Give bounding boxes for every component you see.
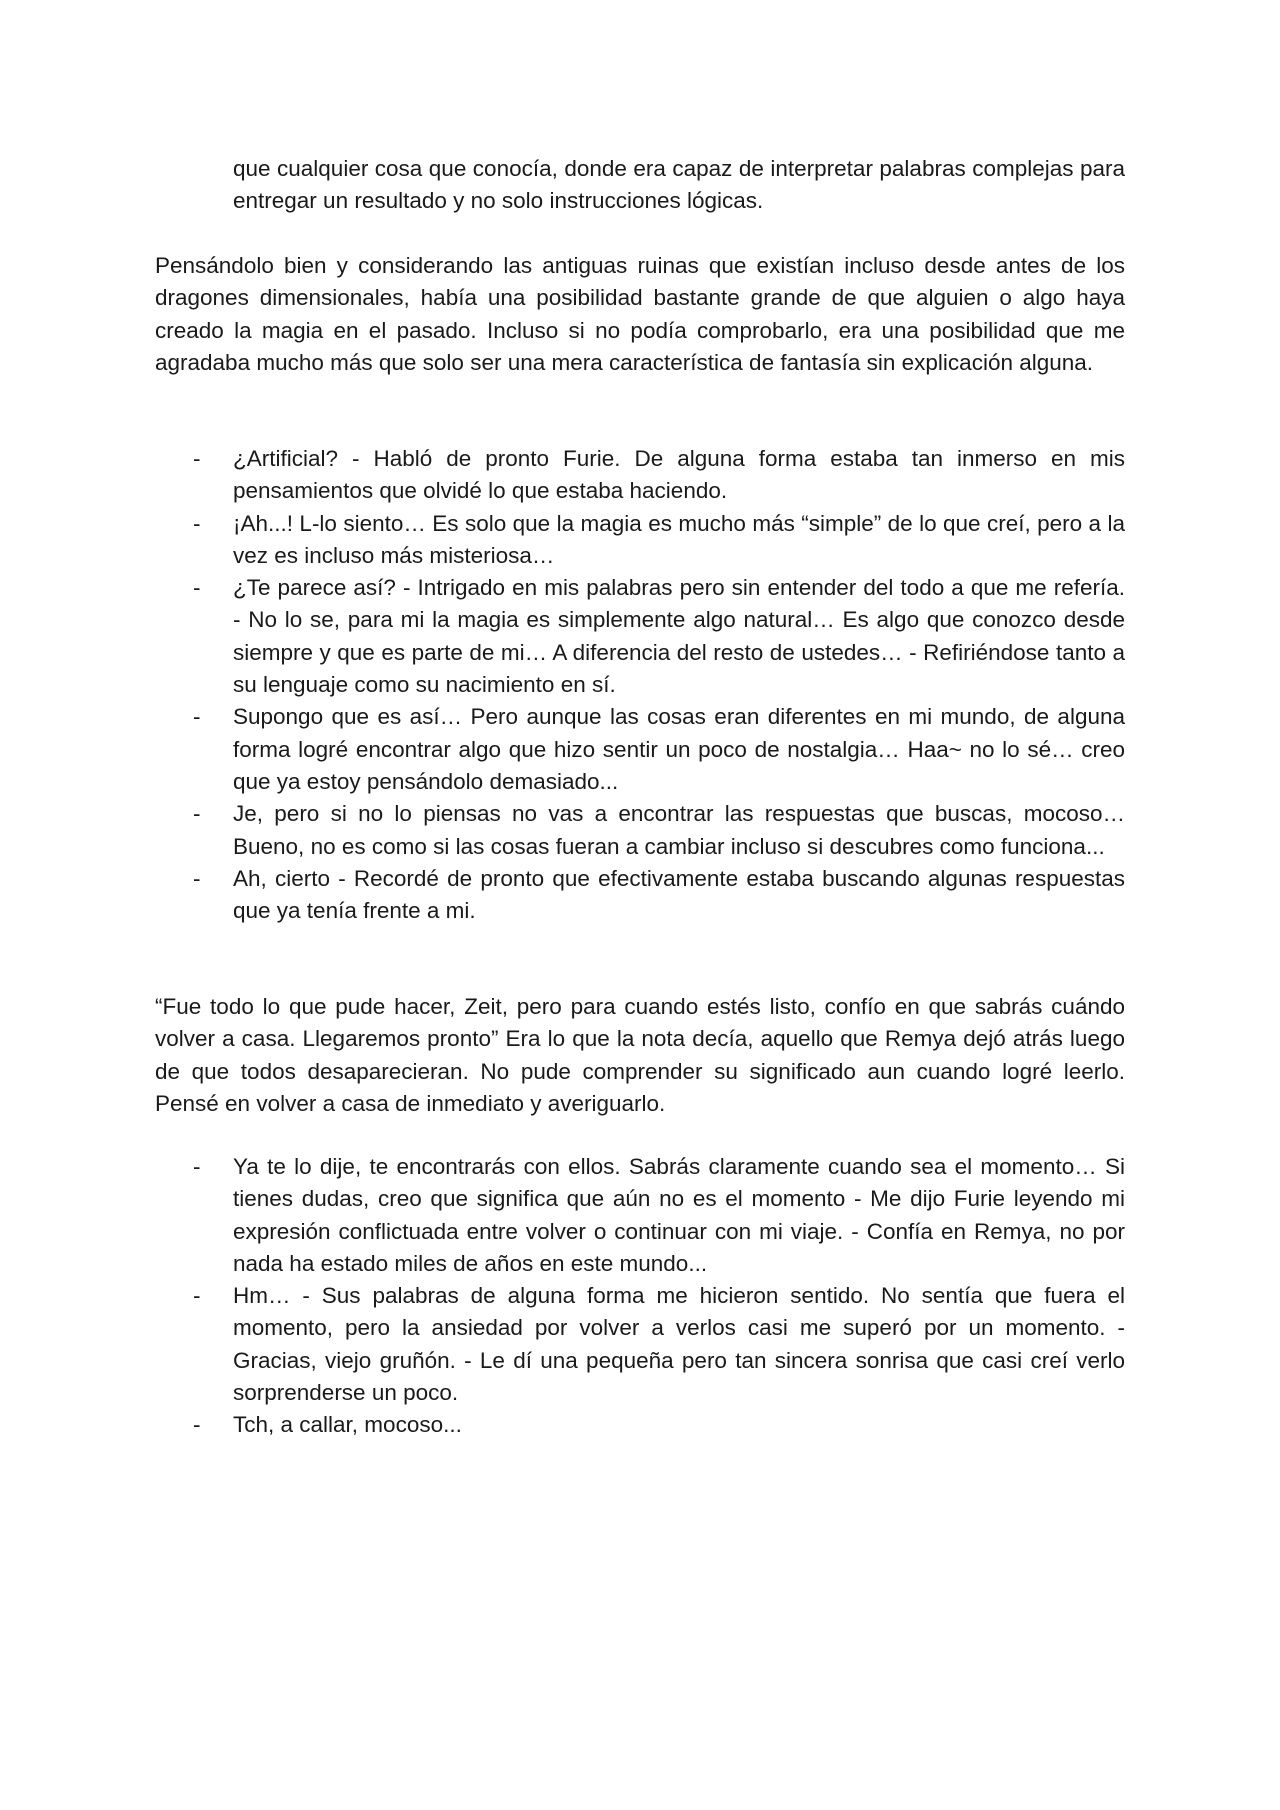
dialogue-dash: - <box>193 575 201 601</box>
dialogue-dash: - <box>193 1154 201 1179</box>
dialogue-text: Supongo que es así… Pero aunque las cosas eran diferentes en mi mundo, de alguna forma logré encontrar algo que hizo sentir un poco de nostalgia… Haa~ no lo sé… creo que ya estoy pensándolo demasiado... <box>233 704 1125 794</box>
dialogue-dash: - <box>193 704 201 730</box>
dialogue-text: ¡Ah...! L-lo siento… Es solo que la magia es mucho más “simple” de lo que creí, pero a la vez es incluso más misteriosa… <box>233 510 1125 568</box>
dialogue-text: ¿Artificial? - Habló de pronto Furie. De alguna forma estaba tan inmerso en mis pensamientos que olvidé lo que estaba haciendo. <box>233 446 1125 504</box>
note-paragraph: “Fue todo lo que pude hacer, Zeit, pero para cuando estés listo, confío en que sabrás cuándo volver a casa. Llegaremos pronto” Era lo que la nota decía, aquello que Remya dejó atrás luego de que todos desaparecieran. No pude comprender su significado aun cuando logré leerlo. Pensé en volver a casa de inmediato y averiguarlo. <box>155 994 1125 1116</box>
dialogue-line <box>155 572 1125 701</box>
dialogue-line <box>155 863 1125 928</box>
dialogue-dash: - <box>193 1283 201 1309</box>
dialogue-text: Ya te lo dije, te encontrarás con ellos. Sabrás claramente cuando sea el momento… Si tienes dudas, creo que significa que aún no es el momento - Me dijo Furie leyendo mi expresión conflictuada entre volver o continuar con mi viaje. - Confía en Remya, no por nada ha estado miles de años en este mundo... <box>233 1154 1125 1276</box>
dialogue-line <box>155 1280 1125 1409</box>
dialogue-dash: - <box>193 446 201 471</box>
narrative-paragraph: Pensándolo bien y considerando las antiguas ruinas que existían incluso desde antes de los dragones dimensionales, había una posibilidad bastante grande de que alguien o algo haya creado la magia en el pasado. Incluso si no podía comprobarlo, era una posibilidad que me agradaba mucho más que solo ser una mera característica de fantasía sin explicación alguna. <box>155 253 1125 375</box>
dialogue-line <box>155 701 1125 798</box>
dialogue-line <box>155 508 1125 573</box>
dialogue-dash: - <box>193 510 201 536</box>
dialogue-dash: - <box>193 865 201 891</box>
dialogue-text: Je, pero si no lo piensas no vas a encontrar las respuestas que buscas, mocoso… Bueno, no es como si las cosas fueran a cambiar incluso si descubres como funciona... <box>233 801 1125 859</box>
dialogue-dash: - <box>193 801 201 827</box>
dialogue-list <box>155 443 1125 927</box>
dialogue-list <box>155 1151 1125 1442</box>
dialogue-line <box>155 443 1125 508</box>
dialogue-line <box>155 798 1125 863</box>
dialogue-line <box>155 1151 1125 1280</box>
dialogue-text: Ah, cierto - Recordé de pronto que efectivamente estaba buscando algunas respuestas que ya tenía frente a mi. <box>233 865 1125 924</box>
dialogue-text: ¿Te parece así? - Intrigado en mis palabras pero sin entender del todo a que me refería. - No lo se, para mi la magia es simplemente algo natural… Es algo que conozco desde siempre y que es parte de mi… A diferencia del resto de ustedes… - Refiriéndose tanto a su lenguaje como su nacimiento en sí. <box>233 575 1125 698</box>
dialogue-text: Tch, a callar, mocoso... <box>233 1412 462 1438</box>
dialogue-text: Hm… - Sus palabras de alguna forma me hicieron sentido. No sentía que fuera el momento, pero la ansiedad por volver a verlos casi me superó por un momento. - Gracias, viejo gruñón. - Le dí una pequeña pero tan sincera sonrisa que casi creí verlo sorprenderse un poco. <box>233 1283 1125 1406</box>
continued-quote-paragraph: que cualquier cosa que conocía, donde era capaz de interpretar palabras complejas para entregar un resultado y no solo instrucciones lógicas. <box>233 156 1125 214</box>
dialogue-dash: - <box>193 1412 201 1438</box>
dialogue-line <box>155 1409 1125 1441</box>
